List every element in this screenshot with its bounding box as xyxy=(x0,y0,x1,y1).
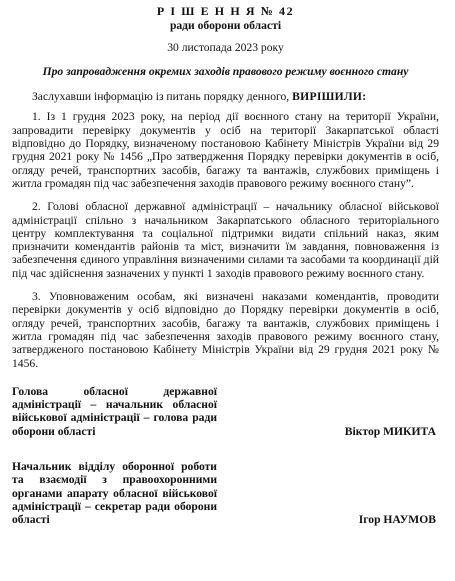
document-heading: Про запровадження окремих заходів правового режиму воєнного стану xyxy=(42,64,409,78)
paragraph-2: 2. Голові обласної державної адміністрації – начальнику обласної військової адміністрації спільно з начальником Закарпатського обласного територіального центру комплектування та соціальної підтримки видати спільний наказ, яким призначити комендантів районів та міст, визначити їм завдання, повноваження із забезпечення єдиного управління визначеними силами та засобами та координації дій під час здійснення зазначених у пункті 1 заходів правового режиму воєнного стану. xyxy=(12,200,439,280)
signature-block-chair xyxy=(12,385,439,438)
paragraph-1: 1. Із 1 грудня 2023 року, на період дії воєнного стану на території України, запровадити перевірку документів у осіб на території Закарпатської області відповідно до Порядку, визначеному постановою Кабінету Міністрів України від 29 грудня 2021 року № 1456 „Про затвердження Порядку перевірки документів в осіб, огляду речей, транспортних засобів, багажу та вантажів, службових приміщень і житла громадян під час забезпечення заходів правового режиму воєнного стану”. xyxy=(12,110,439,190)
intro-line xyxy=(12,90,439,103)
intro-text: Заслухавши інформацію із питань порядку денного, xyxy=(32,90,290,104)
signature-block-secretary xyxy=(12,460,439,526)
issuing-body: ради оборони області xyxy=(169,19,282,33)
signatory-title: Начальник відділу оборонної роботи та взаємодії з правоохоронними органами апарату обласної військової адміністрації – секретар ради оборони області xyxy=(12,460,217,527)
signatory-name: Віктор МИКИТА xyxy=(344,424,436,438)
paragraph-3: 3. Уповноваженим особам, які визначені наказами комендантів, проводити перевірки документів у осіб відповідно до Порядку перевірки документів в осіб, огляду речей, транспортних засобів, багажу та вантажів, службових приміщень і житла громадян під час забезпечення заходів правового режиму воєнного стану, затвердженого постановою Кабінету Міністрів України від 29 грудня 2021 року № 1456. xyxy=(12,290,439,370)
decision-keyword: ВИРІШИЛИ: xyxy=(292,90,367,104)
decision-date: 30 листопада 2023 року xyxy=(167,40,284,54)
decision-title: Р І Ш Е Н Н Я № 42 xyxy=(156,4,295,18)
document-page xyxy=(0,5,455,581)
signatory-name: Ігор НАУМОВ xyxy=(358,513,436,527)
signatory-title: Голова обласної державної адміністрації – начальник обласної військової адміністрації – голова ради оборони області xyxy=(12,384,217,438)
